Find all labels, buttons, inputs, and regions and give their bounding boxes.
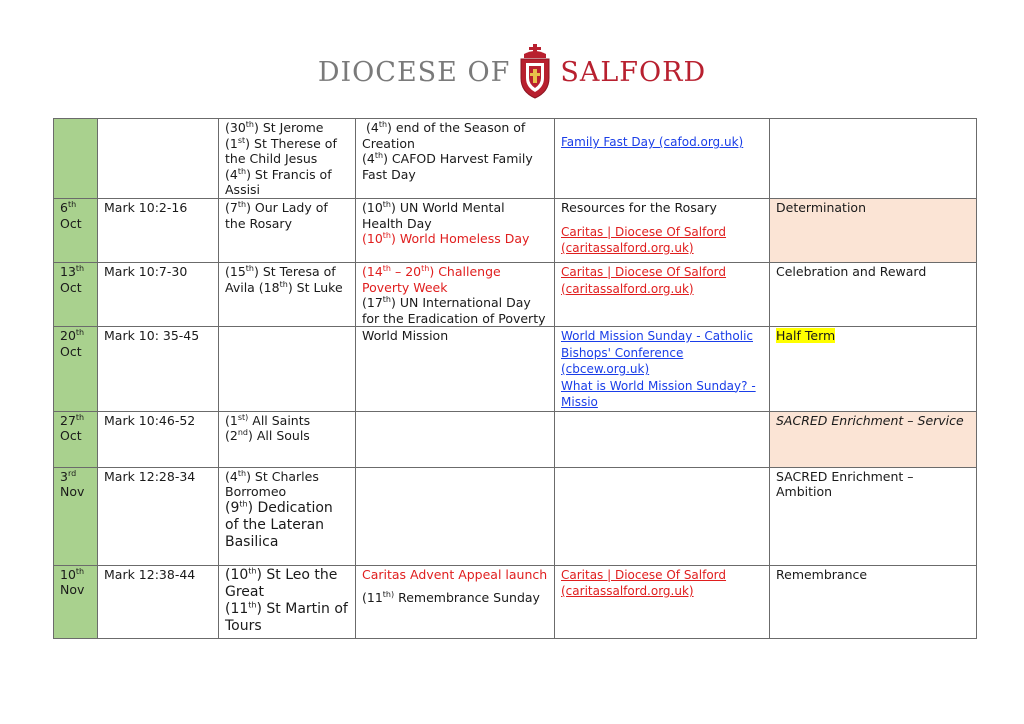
gospel-cell: Mark 12:28-34 [98, 467, 219, 565]
theme-cell [770, 327, 977, 412]
resources-cell [555, 467, 770, 565]
theme-cell: SACRED Enrichment – Service [770, 411, 977, 467]
gospel-cell: Mark 10:7-30 [98, 263, 219, 327]
gospel-cell: Mark 10: 35-45 [98, 327, 219, 412]
saints-cell [219, 119, 356, 199]
gospel-cell [98, 119, 219, 199]
world-mission-missio-link[interactable]: What is World Mission Sunday? - Missio [561, 378, 756, 409]
table-row [54, 119, 977, 199]
saint-entry: (11th) St Martin of Tours [225, 599, 348, 634]
saint-entry: (2nd) All Souls [225, 427, 310, 443]
header-title-left: DIOCESE OF [317, 56, 511, 88]
liturgical-planner-table [53, 118, 977, 639]
saints-cell [219, 327, 356, 412]
caritas-link[interactable]: Caritas | Diocese Of Salford (caritassalford.org.uk) [561, 265, 727, 296]
saint-entry: (9th) Dedication of the Lateran Basilica [225, 498, 333, 550]
saint-entry: (4th) St Francis of Assisi [225, 166, 332, 197]
theme-cell: SACRED Enrichment – Ambition [770, 467, 977, 565]
events-cell [356, 263, 555, 327]
date-cell: 20th Oct [54, 327, 98, 412]
table-row [54, 263, 977, 327]
theme-cell: Celebration and Reward [770, 263, 977, 327]
saint-entry: (30th) St Jerome [225, 119, 324, 135]
resources-cell [555, 263, 770, 327]
event-entry: (10th) UN World Mental Health Day [362, 199, 505, 231]
saints-cell: (15th) St Teresa of Avila (18th) St Luke [219, 263, 356, 327]
table-row [54, 411, 977, 467]
resources-cell [555, 327, 770, 412]
table-row [54, 199, 977, 263]
date-cell [54, 119, 98, 199]
diocese-crest-icon [516, 44, 554, 100]
gospel-cell: Mark 10:2-16 [98, 199, 219, 263]
table-row [54, 565, 977, 638]
event-entry: (4th) CAFOD Harvest Family Fast Day [362, 150, 533, 182]
saint-entry: (1st) St Therese of the Child Jesus [225, 135, 337, 166]
events-cell [356, 411, 555, 467]
resources-cell [555, 199, 770, 263]
caritas-link[interactable]: Caritas | Diocese Of Salford (caritassalford.org.uk) [561, 567, 727, 598]
saints-cell [219, 411, 356, 467]
event-entry: (17th) UN International Day for the Eradication of Poverty [362, 294, 546, 326]
event-entry: Caritas Advent Appeal launch [362, 566, 548, 582]
saints-cell: (7th) Our Lady of the Rosary [219, 199, 356, 263]
saints-cell [219, 565, 356, 638]
gospel-cell: Mark 10:46-52 [98, 411, 219, 467]
event-entry: ($11^{th)}$ Remembrance Sunday [362, 589, 540, 605]
table-row [54, 327, 977, 412]
theme-cell: Remembrance [770, 565, 977, 638]
events-cell [356, 119, 555, 199]
gospel-cell: Mark 12:38-44 [98, 565, 219, 638]
event-entry: (10th) World Homeless Day [362, 230, 530, 246]
family-fast-day-link[interactable]: Family Fast Day (cafod.org.uk) [561, 135, 744, 149]
date-cell: 3rd Nov [54, 467, 98, 565]
date-cell: 13th Oct [54, 263, 98, 327]
half-term-highlight: Half Term [776, 328, 836, 343]
events-cell [356, 467, 555, 565]
theme-cell [770, 119, 977, 199]
resources-cell [555, 565, 770, 638]
event-entry: (4th) end of the Season of Creation [362, 119, 526, 151]
saint-entry: ($1^{st)}$ All Saints [225, 412, 311, 428]
table-row [54, 467, 977, 565]
caritas-link[interactable]: Caritas | Diocese Of Salford (caritassalford.org.uk) [561, 224, 727, 255]
date-cell: 6th Oct [54, 199, 98, 263]
resource-text: Resources for the Rosary [561, 200, 717, 215]
diocese-header [0, 42, 1024, 102]
events-cell [356, 199, 555, 263]
events-cell [356, 565, 555, 638]
date-cell: 27th Oct [54, 411, 98, 467]
events-cell: World Mission [356, 327, 555, 412]
date-cell: 10th Nov [54, 565, 98, 638]
header-title-right: SALFORD [560, 56, 707, 88]
resources-cell [555, 119, 770, 199]
saint-entry: (10th) St Leo the Great [225, 565, 338, 600]
event-entry: (14th – 20th) Challenge Poverty Week [362, 263, 501, 295]
theme-cell: Determination [770, 199, 977, 263]
saints-cell [219, 467, 356, 565]
resources-cell [555, 411, 770, 467]
world-mission-cbcew-link[interactable]: World Mission Sunday - Catholic Bishops' Conference (cbcew.org.uk) [561, 329, 753, 376]
saint-entry: (4th) St Charles Borromeo [225, 468, 319, 499]
